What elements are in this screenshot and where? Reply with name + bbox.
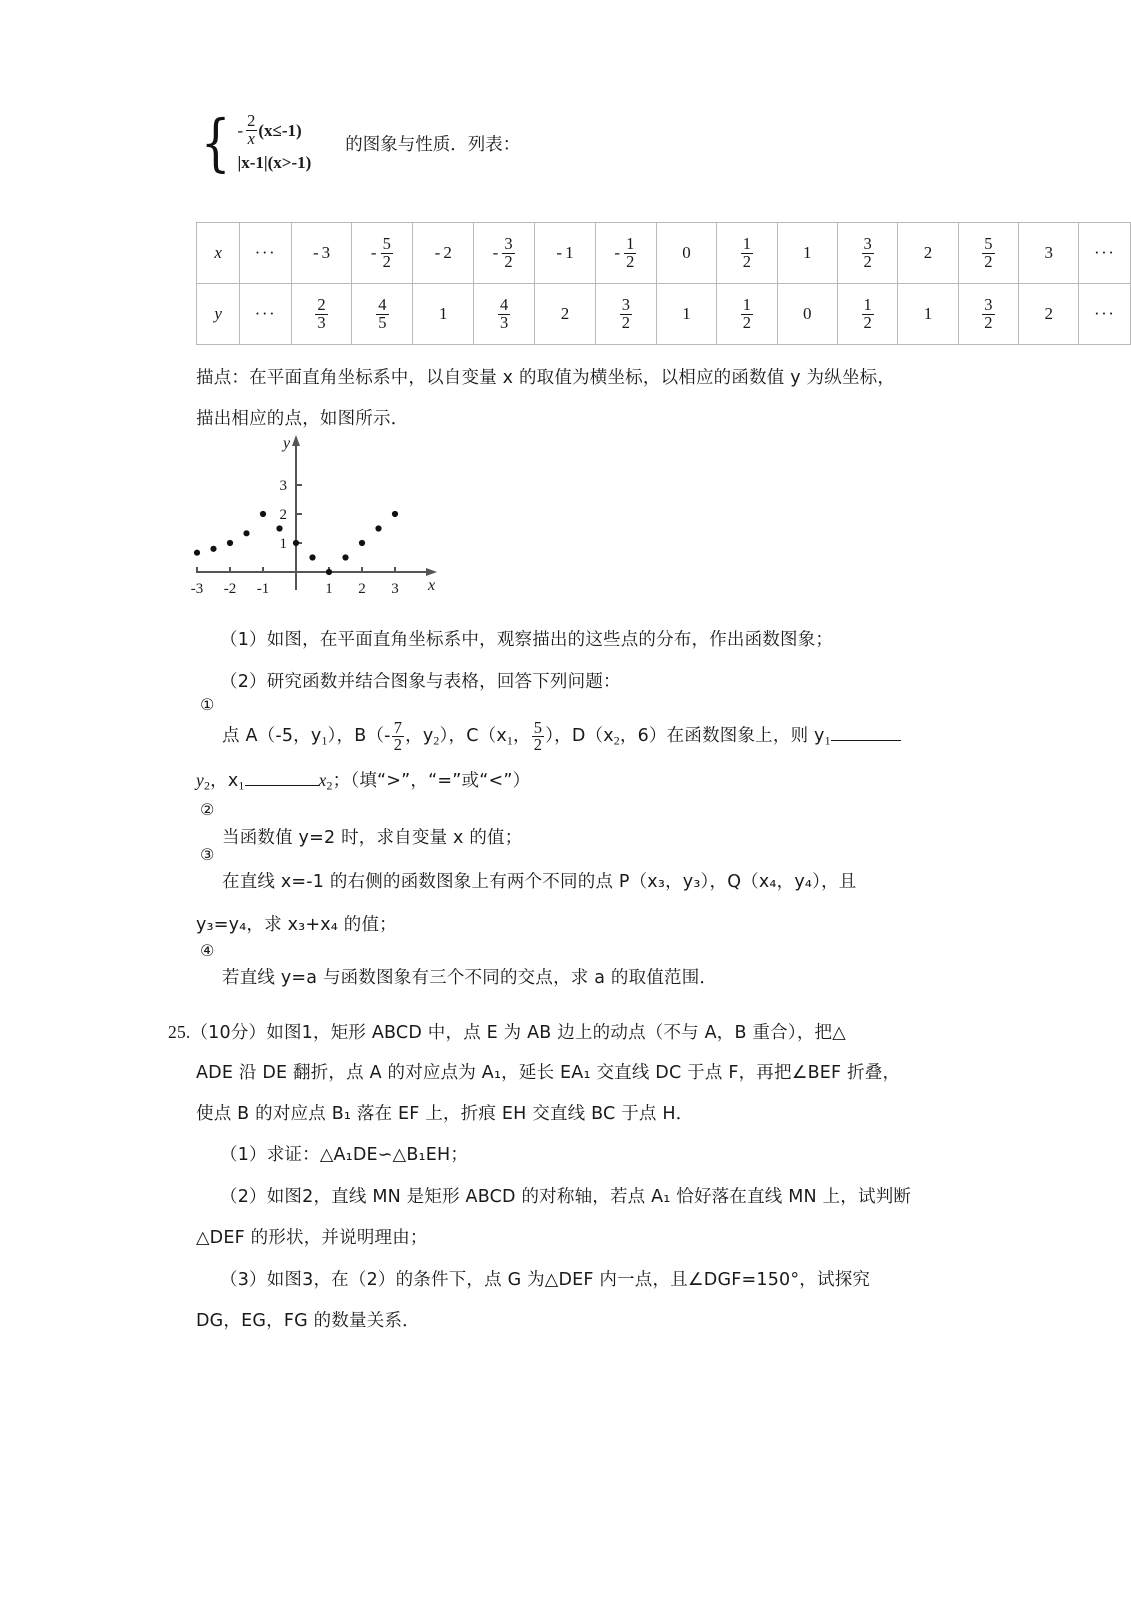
x-trailing-ellipsis: ···	[1079, 223, 1131, 284]
problem-25-sub1: （1）求证：△A₁DE∽△B₁EH；	[220, 1145, 469, 1165]
data-point	[359, 540, 365, 546]
question-1: （1）如图，在平面直角坐标系中，观察描出的这些点的分布，作出函数图象；	[220, 630, 834, 650]
table-cell: $\frac{1}{2}$	[717, 223, 778, 284]
item1-mid6: ，6）在函数图象上，则 y	[619, 726, 825, 746]
item1-sub-b: 2	[433, 733, 440, 748]
answer-blank-y[interactable]	[831, 724, 901, 741]
problem-25-sub3-line2: DG，EG，FG 的数量关系．	[196, 1311, 420, 1331]
case1-numerator: 2	[247, 111, 256, 131]
data-point	[342, 554, 348, 560]
table-cell: 2	[1019, 284, 1079, 345]
case2-condition: (x>-1)	[267, 152, 312, 172]
data-point	[276, 525, 282, 531]
function-tail-text: 的图象与性质．列表：	[345, 134, 521, 155]
table-cell: $\frac{3}{2}$	[595, 284, 656, 345]
problem-25-sub2-line2: △DEF 的形状，并说明理由；	[196, 1228, 428, 1248]
x-axis-label: x	[428, 577, 436, 594]
table-cell: $\frac{3}{2}$	[958, 284, 1019, 345]
question-2-intro: （2）研究函数并结合图象与表格，回答下列问题：	[220, 672, 621, 692]
plot-axis-labels	[281, 435, 435, 594]
table-cell: 2	[898, 223, 958, 284]
table-cell: 1	[898, 284, 958, 345]
plot-paragraph-line1: 描点：在平面直角坐标系中，以自变量 x 的取值为横坐标，以相应的函数值 y 为纵坐标，	[196, 368, 896, 388]
table-cell: $\frac{5}{2}$	[958, 223, 1019, 284]
x-tick-label: -3	[190, 581, 204, 597]
table-cell: - 2	[413, 223, 474, 284]
item1-mid5: ），D（x	[545, 726, 614, 746]
item1-fraction-2	[532, 717, 544, 755]
table-row-x	[197, 223, 1131, 284]
table-cell: $\frac{1}{2}$	[837, 284, 898, 345]
table-cell: 2	[535, 284, 596, 345]
item1-line2-y: y	[196, 770, 204, 790]
y-axis-label: y	[283, 435, 291, 452]
data-point	[260, 511, 266, 517]
problem-25-line2: ADE 沿 DE 翻折，点 A 的对应点为 A₁，延长 EA₁ 交直线 DC 于点 F，再把∠BEF 折叠，	[196, 1063, 901, 1083]
problem-25-sub2-line1: （2）如图2，直线 MN 是矩形 ABCD 的对称轴，若点 A₁ 恰好落在直线 MN 上，试判断	[220, 1187, 912, 1207]
table-cell: 0	[656, 223, 716, 284]
item-1-line2	[196, 760, 530, 806]
case1-fraction	[245, 113, 257, 148]
problem-25-points: （10分）	[190, 1023, 267, 1043]
item1-fraction-1	[392, 717, 404, 755]
item1-frac1-num: 7	[393, 717, 403, 737]
item1-line2-sub2: 1	[238, 778, 245, 793]
x-tick-label: 2	[358, 581, 366, 597]
data-point	[194, 550, 200, 556]
item1-line2-sub3: 2	[326, 778, 333, 793]
value-table	[196, 222, 1131, 345]
item1-mid1: ），B（-	[327, 726, 391, 746]
table-cell: 1	[656, 284, 716, 345]
problem-25-sub3-line1: （3）如图3，在（2）的条件下，点 G 为△DEF 内一点，且∠DGF=150°，试探究	[220, 1270, 871, 1290]
y-tick-label: 2	[279, 507, 287, 523]
scatter-plot	[188, 432, 440, 602]
problem-25-line3: 使点 B 的对应点 B₁ 落在 EF 上，折痕 EH 交直线 BC 于点 H．	[196, 1104, 694, 1124]
item-marker-2: ②	[200, 800, 215, 819]
table-cell: - $\frac{5}{2}$	[352, 223, 413, 284]
table-cell: $\frac{1}{2}$	[717, 284, 778, 345]
item1-sub-y1: 1	[824, 733, 831, 748]
item-3-line2: y₃=y₄，求 x₃+x₄ 的值；	[196, 915, 397, 935]
item1-sub-a: 1	[321, 733, 328, 748]
item1-frac2-num: 5	[533, 717, 543, 737]
plot-axes	[196, 435, 437, 590]
data-point	[243, 530, 249, 536]
x-tick-label: -1	[256, 581, 270, 597]
case1-condition: (x≤-1)	[258, 120, 302, 140]
x-leading-ellipsis: ···	[240, 223, 292, 284]
table-cell: - 1	[535, 223, 596, 284]
data-point	[375, 525, 381, 531]
data-point	[227, 540, 233, 546]
item1-sub-d: 2	[613, 733, 620, 748]
item-marker-3: ③	[200, 845, 215, 864]
answer-blank-x[interactable]	[245, 769, 319, 786]
item1-mid3: ），C（x	[439, 726, 507, 746]
table-cell: 1	[777, 223, 837, 284]
case2-expression: |x-1|	[237, 152, 268, 172]
item1-sub-c: 1	[506, 733, 514, 748]
item1-line2-sub1: 2	[203, 778, 211, 793]
data-point	[210, 546, 216, 552]
data-point	[293, 540, 299, 546]
function-cases	[237, 113, 311, 173]
y-tick-label: 1	[279, 536, 287, 552]
y-leading-ellipsis: ···	[240, 284, 292, 345]
item1-mid4: ，	[513, 726, 531, 746]
item-marker-1: ①	[200, 695, 215, 714]
data-point	[392, 511, 398, 517]
brace-glyph: {	[200, 106, 231, 179]
item1-mid2: ，y	[405, 726, 434, 746]
piecewise-function	[196, 106, 521, 179]
problem-25-number: 25.	[168, 1022, 191, 1042]
function-case-1	[237, 113, 311, 148]
table-cell: $\frac{2}{3}$	[291, 284, 352, 345]
problem-25-line1	[168, 1012, 846, 1054]
item1-line2-hint: ；（填“>”，“=”或“<”）	[332, 771, 531, 791]
y-trailing-ellipsis: ···	[1079, 284, 1131, 345]
y-tick-label: 3	[279, 478, 287, 494]
plot-tick-labels	[191, 478, 399, 597]
table-cell: 1	[413, 284, 474, 345]
item-4-text: 若直线 y=a 与函数图象有三个不同的交点，求 a 的取值范围．	[222, 968, 718, 988]
function-case-2	[237, 153, 311, 173]
table-cell: - 3	[291, 223, 352, 284]
row-label-x: x	[197, 223, 240, 284]
item1-line2-mid: ，x	[210, 771, 239, 791]
case1-minus: -	[237, 120, 244, 140]
table-cell: - $\frac{3}{2}$	[474, 223, 535, 284]
row-label-y: y	[197, 284, 240, 345]
item1-frac1-den: 2	[393, 735, 403, 755]
x-tick-label: 3	[391, 581, 399, 597]
table-cell: 3	[1019, 223, 1079, 284]
item-2-text: 当函数值 y=2 时，求自变量 x 的值；	[222, 828, 523, 848]
table-cell: $\frac{4}{3}$	[474, 284, 535, 345]
item-1-line1	[222, 715, 901, 761]
table-cell: 0	[777, 284, 837, 345]
data-point	[309, 554, 315, 560]
item1-frac2-den: 2	[533, 735, 543, 755]
item-3-line1: 在直线 x=-1 的右侧的函数图象上有两个不同的点 P（x₃，y₃），Q（x₄，y₄），且	[222, 872, 857, 892]
table-cell: $\frac{4}{5}$	[352, 284, 413, 345]
case1-denominator: x	[247, 129, 255, 148]
x-tick-label: 1	[325, 581, 333, 597]
x-tick-label: -2	[223, 581, 237, 597]
item1-line2-x: x	[318, 770, 327, 790]
problem-25-line1-text: 如图1，矩形 ABCD 中，点 E 为 AB 边上的动点（不与 A，B 重合），把△	[266, 1023, 846, 1043]
plot-paragraph-line2: 描出相应的点，如图所示．	[196, 409, 409, 429]
table-row-y	[197, 284, 1131, 345]
data-point	[326, 569, 332, 575]
table-cell: - $\frac{1}{2}$	[595, 223, 656, 284]
item-marker-4: ④	[200, 941, 215, 960]
table-cell: $\frac{3}{2}$	[837, 223, 898, 284]
item1-prefix: 点 A（-5，y	[222, 726, 322, 746]
